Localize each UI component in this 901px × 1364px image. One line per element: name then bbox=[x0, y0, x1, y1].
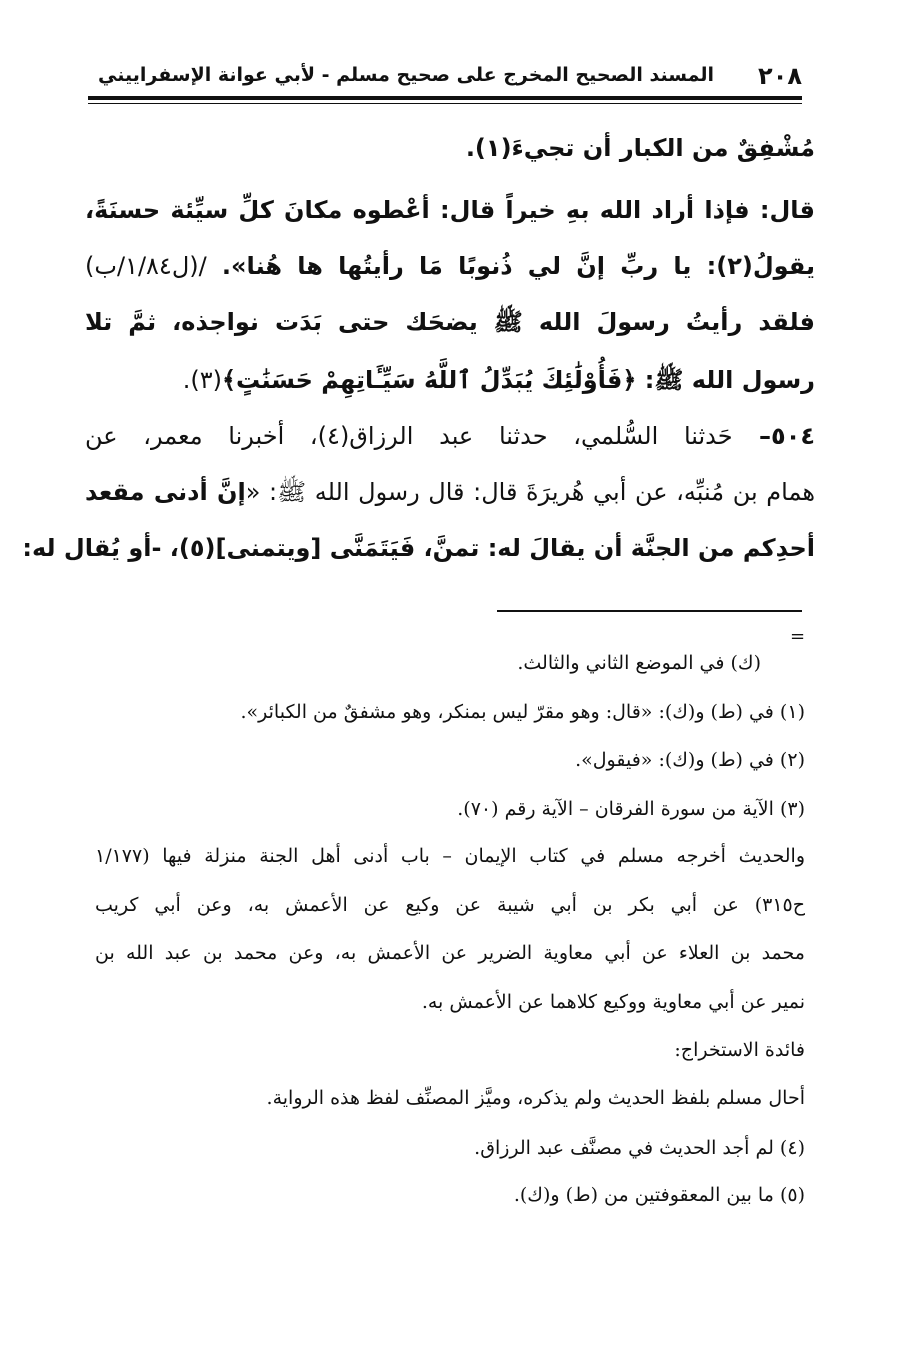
running-title: المسند الصحيح المخرج على صحيح مسلم - لأبي عوانة الإسفراييني bbox=[98, 64, 714, 86]
isnad-text: حَدثنا السُّلمي، حدثنا عبد الرزاق(٤)، أخبرنا معمر، عن bbox=[85, 422, 733, 450]
footnote-1: (١) في (ط) و(ك): «قال: وهو مقرّ ليس بمنكر، وهو مشفقٌ من الكبائر». bbox=[240, 701, 805, 723]
page-number: ٢٠٨ bbox=[758, 62, 802, 90]
footnote-3-line-6: فائدة الاستخراج: bbox=[674, 1039, 805, 1061]
footnote-continued: (ك) في الموضع الثاني والثالث. bbox=[517, 652, 761, 674]
body-line-8 bbox=[22, 518, 815, 578]
running-header bbox=[98, 62, 802, 94]
footnote-separator bbox=[497, 610, 802, 612]
footnote-2: (٢) في (ط) و(ك): «فيقول». bbox=[575, 749, 805, 771]
body-line-3 bbox=[85, 236, 815, 296]
matn-text: إنَّ أدنى مقعد bbox=[85, 478, 246, 506]
body-text: يقولُ(٢): يا ربِّ إنَّ لي ذُنوبًا مَا رأيتُها ها هُنا». bbox=[206, 252, 815, 280]
body-text: رسول الله ﷺ: bbox=[636, 366, 815, 394]
header-rule-thick bbox=[88, 96, 802, 100]
quran-verse: ﴿فَأُوْلَٰئِكَ يُبَدِّلُ ٱللَّهُ سَيِّـَٔاتِهِمْ حَسَنَٰتٍ﴾ bbox=[221, 366, 637, 394]
manuscript-reference: /(ل١/٨٤/ب) bbox=[85, 252, 207, 280]
footnote-3-line-5: نمير عن أبي معاوية ووكيع كلاهما عن الأعمش به. bbox=[421, 991, 805, 1013]
body-text: فلقد رأيتُ رسولَ الله ﷺ يضحَك حتى بَدَت نواجذه، ثمَّ تلا bbox=[85, 308, 815, 336]
matn-text: أحدِكم من الجنَّة أن يقالَ له: تمنَّ، فَيَتَمَنَّى [ويتمنى](٥)، -أو يُقال له: bbox=[22, 534, 815, 562]
hadith-number: ٥٠٤– bbox=[732, 422, 815, 450]
isnad-text: همام بن مُنبِّه، عن أبي هُريرَةَ قال: قال رسول الله ﷺ: « bbox=[245, 478, 815, 506]
footnote-3: (٣) الآية من سورة الفرقان – الآية رقم (٧٠). bbox=[457, 798, 805, 820]
body-line-2 bbox=[85, 180, 815, 240]
body-line-7 bbox=[85, 462, 815, 522]
body-line-6 bbox=[85, 406, 815, 466]
body-line-4 bbox=[85, 292, 815, 352]
footnote-4: (٤) لم أجد الحديث في مصنَّف عبد الرزاق. bbox=[474, 1137, 805, 1159]
body-line-5 bbox=[85, 350, 815, 410]
continuation-mark: = bbox=[790, 626, 806, 647]
footnote-3-line-4: محمد بن العلاء عن أبي معاوية الضرير عن الأعمش به، وعن محمد بن عبد الله بن bbox=[95, 942, 805, 964]
footnote-ref: (٣). bbox=[182, 366, 222, 394]
body-text: قال: فإذا أراد الله بهِ خيراً قال: أعْطوه مكانَ كلِّ سيِّئة حسنَةً، bbox=[85, 196, 815, 224]
footnote-3-line-7: أحال مسلم بلفظ الحديث ولم يذكره، وميَّز المصنِّف لفظ هذه الرواية. bbox=[266, 1087, 805, 1109]
footnote-3-line-2: والحديث أخرجه مسلم في كتاب الإيمان – باب أدنى أهل الجنة منزلة فيها (١/١٧٧ bbox=[95, 845, 805, 867]
body-line-1 bbox=[85, 118, 815, 178]
header-rule-thin bbox=[88, 103, 802, 104]
body-text: مُشْفِقٌ من الكبار أن تجيءَ(١). bbox=[465, 134, 815, 162]
footnote-5: (٥) ما بين المعقوفتين من (ط) و(ك). bbox=[513, 1184, 805, 1206]
footnote-3-line-3: ح٣١٥) عن أبي بكر بن أبي شيبة عن وكيع عن الأعمش به، وعن أبي كريب bbox=[95, 894, 805, 916]
